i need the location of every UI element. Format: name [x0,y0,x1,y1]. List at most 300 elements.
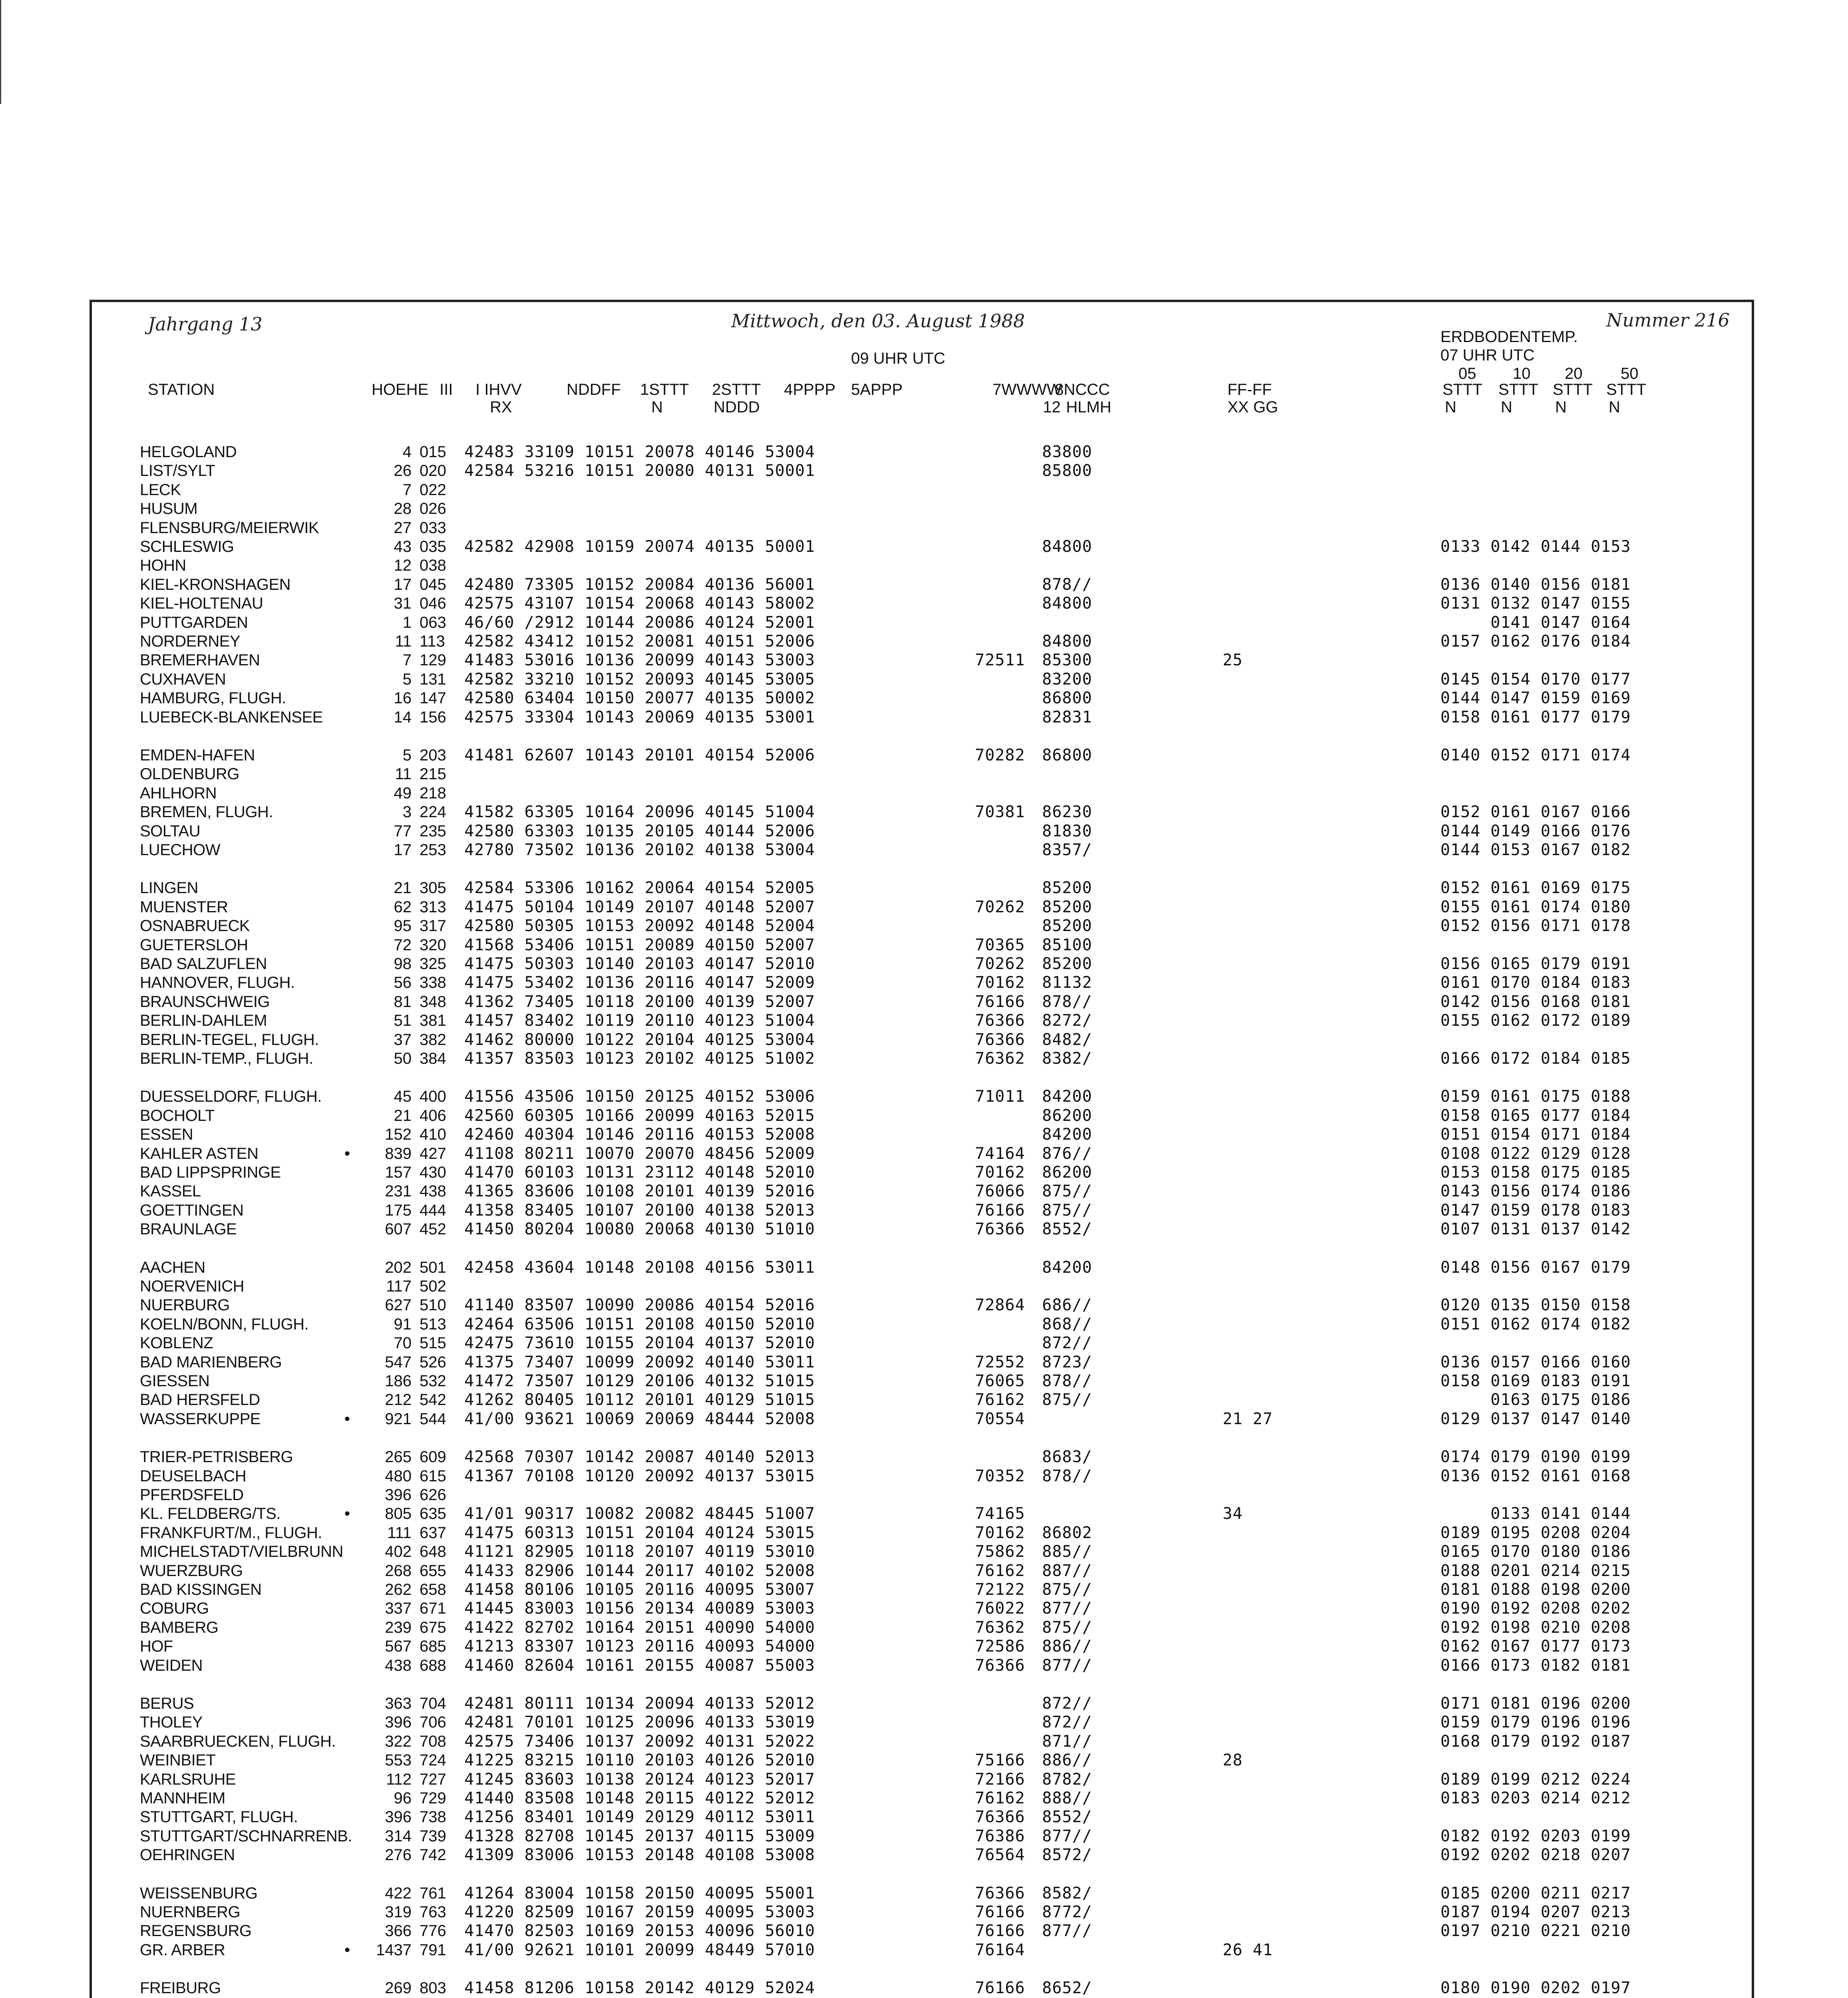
station-obs: 41445 83003 10156 20134 40089 53003 [464,1599,815,1618]
station-iii: 706 [420,1713,446,1731]
station-name: KIEL-KRONSHAGEN [140,576,291,593]
station-row [92,1751,1752,1770]
station-soil: 0157 0162 0176 0184 [1440,632,1631,651]
station-soil: 0189 0199 0212 0224 [1440,1770,1631,1789]
station-hoehe: 14 [394,708,412,726]
station-name: AHLHORN [140,784,217,802]
station-row [92,1694,1752,1713]
station-row [92,1903,1752,1922]
station-ff: 34 [1223,1504,1243,1523]
station-name: GUETERSLOH [140,936,248,954]
station-iii: 317 [420,917,446,935]
station-ncc: 877// [1042,1922,1092,1940]
station-iii: 544 [420,1410,446,1428]
depth-20: 20 [1565,365,1583,382]
station-iii: 675 [420,1619,446,1636]
station-hoehe: 7 [402,481,412,499]
station-name: MANNHEIM [140,1789,225,1807]
station-row [92,1296,1752,1315]
col-7wwww: 7WWWW [993,381,1062,398]
station-iii: 348 [420,993,446,1011]
station-soil: 0166 0173 0182 0181 [1440,1656,1631,1675]
station-ncc: 83200 [1042,670,1092,689]
station-sevw: 74165 [975,1504,1025,1523]
station-soil: 0153 0158 0175 0185 [1440,1163,1631,1182]
station-ncc: 81830 [1042,822,1092,840]
station-row [92,1808,1752,1827]
station-iii: 761 [420,1885,446,1902]
station-name: THOLEY [140,1713,203,1731]
station-iii: 382 [420,1031,446,1049]
station-obs: 41256 83401 10149 20129 40112 53011 [464,1808,815,1826]
station-name: BAMBERG [140,1619,219,1636]
station-hoehe: 239 [385,1619,412,1636]
station-soil: 0133 0142 0144 0153 [1440,537,1631,556]
station-obs: 41460 82604 10161 20155 40087 55003 [464,1656,815,1675]
station-soil: 0190 0192 0208 0202 [1440,1599,1631,1618]
station-hoehe: 231 [385,1182,412,1200]
station-hoehe: 337 [385,1600,412,1617]
station-ff: 26 41 [1223,1941,1273,1959]
station-hoehe: 12 [394,557,412,574]
station-name: WEISSENBURG [140,1885,258,1902]
station-obs: 41475 53402 10136 20116 40147 52009 [464,973,815,992]
station-row [92,1125,1752,1144]
station-row [92,500,1752,518]
station-hoehe: 77 [394,822,412,840]
station-name: EMDEN-HAFEN [140,746,255,764]
station-iii: 776 [420,1922,446,1940]
station-sevw: 74164 [975,1144,1025,1163]
station-row [92,519,1752,537]
station-soil: 0159 0179 0196 0196 [1440,1713,1631,1731]
depth-05: 05 [1458,365,1476,382]
station-iii: 648 [420,1543,446,1560]
station-soil: 0165 0170 0180 0186 [1440,1542,1631,1561]
station-row [92,575,1752,594]
station-ncc: 8782/ [1042,1770,1092,1789]
station-ncc: 878// [1042,1372,1092,1390]
station-hoehe: 62 [394,898,412,916]
station-iii: 026 [420,500,446,517]
station-hoehe: 21 [394,1107,412,1124]
station-ncc: 877// [1042,1827,1092,1845]
station-obs: 42480 73305 10152 20084 40136 56001 [464,575,815,594]
station-row [92,1979,1752,1998]
station-row [92,594,1752,613]
station-ncc: 871// [1042,1732,1092,1751]
station-row [92,784,1752,803]
station-iii: 526 [420,1353,446,1371]
station-obs: 41568 53406 10151 20089 40150 52007 [464,936,815,954]
station-ncc: 86800 [1042,746,1092,764]
station-obs: 41/00 92621 10101 20099 48449 57010 [464,1941,815,1959]
station-obs: 41458 80106 10105 20116 40095 53007 [464,1580,815,1599]
station-ncc: 86200 [1042,1106,1092,1125]
station-hoehe: 402 [385,1543,412,1560]
station-sevw: 72864 [975,1296,1025,1314]
station-row [92,1922,1752,1940]
station-soil: 0152 0156 0171 0178 [1440,917,1631,935]
station-soil: 0145 0154 0170 0177 [1440,670,1631,689]
station-hoehe: 31 [394,595,412,612]
station-ncc: 85200 [1042,879,1092,897]
station-ff: 25 [1223,651,1243,669]
station-iii: 615 [420,1467,446,1485]
station-soil: 0161 0170 0184 0183 [1440,973,1631,992]
station-ncc: 875// [1042,1391,1092,1409]
station-row [92,1087,1752,1106]
station-sevw: 72552 [975,1353,1025,1371]
station-obs: 41475 50104 10149 20107 40148 52007 [464,898,815,916]
station-soil: 0159 0161 0175 0188 [1440,1087,1631,1106]
station-ncc: 886// [1042,1637,1092,1656]
station-iii: 739 [420,1827,446,1845]
station-iii: 763 [420,1903,446,1921]
station-name: HANNOVER, FLUGH. [140,974,295,991]
station-sevw: 76366 [975,1808,1025,1826]
station-obs: 41458 81206 10158 20142 40129 52024 [464,1979,815,1997]
station-obs: 41475 60313 10151 20104 40124 53015 [464,1524,815,1542]
station-name: BREMERHAVEN [140,651,260,669]
station-iii: 688 [420,1657,446,1674]
station-sevw: 76164 [975,1941,1025,1959]
station-sevw: 70262 [975,898,1025,916]
station-obs: 42580 63303 10135 20105 40144 52006 [464,822,815,840]
station-row [92,1884,1752,1903]
station-row [92,462,1752,480]
station-sevw: 76166 [975,1903,1025,1921]
station-row [92,1163,1752,1182]
station-ncc: 8723/ [1042,1353,1092,1371]
station-sevw: 70162 [975,1163,1025,1182]
station-ncc: 887// [1042,1562,1092,1580]
station-name: WEIDEN [140,1657,203,1674]
station-hoehe: 5 [402,746,412,764]
col-ff: FF-FF [1227,381,1272,398]
station-sevw: 75166 [975,1751,1025,1769]
station-soil: 0136 0152 0161 0168 [1440,1467,1631,1485]
station-name: CUXHAVEN [140,671,226,688]
station-obs: 42582 43412 10152 20081 40151 52006 [464,632,815,651]
station-obs: 41450 80204 10080 20068 40130 51010 [464,1220,815,1238]
station-iii: 742 [420,1846,446,1864]
station-name: LINGEN [140,879,198,897]
station-ncc: 872// [1042,1713,1092,1731]
station-row [92,936,1752,955]
station-iii: 235 [420,822,446,840]
station-iii: 113 [420,633,445,650]
station-ncc: 8772/ [1042,1903,1092,1921]
station-iii: 444 [420,1202,446,1219]
station-hoehe: 627 [385,1296,412,1314]
station-obs: 41433 82906 10144 20117 40102 52008 [464,1562,815,1580]
station-row [92,1941,1752,1960]
station-iii: 542 [420,1391,446,1409]
station-name: SAARBRUECKEN, FLUGH. [140,1733,336,1750]
station-row [92,1353,1752,1372]
station-ncc: 8552/ [1042,1808,1092,1826]
depth-05-n: N [1445,398,1456,416]
station-iii: 410 [420,1126,446,1143]
station-ncc: 86802 [1042,1524,1092,1542]
station-obs: 42458 43604 10148 20108 40156 53011 [464,1258,815,1277]
station-ncc: 86230 [1042,803,1092,821]
station-obs: 41/01 90317 10082 20082 48445 51007 [464,1504,815,1523]
station-ncc: 875// [1042,1182,1092,1200]
station-ncc: 85300 [1042,651,1092,669]
station-obs: 41470 82503 10169 20153 40096 56010 [464,1922,815,1940]
station-ncc: 8582/ [1042,1884,1092,1902]
station-iii: 609 [420,1448,446,1466]
station-ncc: 84200 [1042,1258,1092,1277]
station-sevw: 70365 [975,936,1025,954]
station-row [92,1182,1752,1201]
station-ncc: 85200 [1042,955,1092,973]
station-name: HELGOLAND [140,443,237,461]
station-hoehe: 265 [385,1448,412,1466]
depth-50-n: N [1609,398,1620,416]
station-row [92,1524,1752,1542]
station-iii: 015 [420,443,446,461]
station-soil: 0108 0122 0129 0128 [1440,1144,1631,1163]
station-sevw: 70262 [975,955,1025,973]
station-name: BERLIN-DAHLEM [140,1012,267,1029]
soil-temp-title: ERDBODENTEMP. [1440,328,1578,346]
station-iii: 515 [420,1334,446,1352]
station-obs: 41556 43506 10150 20125 40152 53006 [464,1087,815,1106]
station-row [92,1334,1752,1353]
station-ncc: 686// [1042,1296,1092,1314]
station-row [92,481,1752,500]
station-ncc: 877// [1042,1599,1092,1618]
station-hoehe: 186 [385,1372,412,1390]
station-soil: 0148 0156 0167 0179 [1440,1258,1631,1277]
station-sevw: 70381 [975,803,1025,821]
station-sevw: 76166 [975,993,1025,1011]
station-obs: 41457 83402 10119 20110 40123 51004 [464,1011,815,1030]
station-soil: 0136 0157 0166 0160 [1440,1353,1631,1371]
station-hoehe: 202 [385,1259,412,1276]
station-iii: 253 [420,841,446,859]
station-soil: 0141 0147 0164 [1440,613,1631,632]
station-name: WUERZBURG [140,1562,243,1580]
station-row [92,898,1752,917]
station-iii: 325 [420,955,446,973]
station-ncc: 8382/ [1042,1049,1092,1068]
station-hoehe: 45 [394,1088,412,1105]
station-ncc: 875// [1042,1580,1092,1599]
station-ncc: 85200 [1042,898,1092,916]
station-hoehe: 268 [385,1562,412,1580]
station-hoehe: 438 [385,1657,412,1674]
station-ncc: 878// [1042,1467,1092,1485]
station-iii: 215 [420,765,446,783]
station-name: BAD KISSINGEN [140,1581,262,1598]
station-name: KOBLENZ [140,1334,213,1352]
station-hoehe: 1437 [376,1941,412,1959]
station-row [92,1542,1752,1561]
col-ihvv: I IHVV [475,381,522,398]
station-row [92,1106,1752,1125]
station-iii: 147 [420,689,446,707]
station-name: LECK [140,481,181,499]
station-row [92,443,1752,462]
station-row [92,708,1752,727]
station-ncc: 8652/ [1042,1979,1092,1997]
station-iii: 510 [420,1296,446,1314]
station-name: OLDENBURG [140,765,239,783]
station-name: KARLSRUHE [140,1771,236,1788]
station-hoehe: 28 [394,500,412,517]
station-ncc: 83800 [1042,443,1092,461]
station-name: GIESSEN [140,1372,210,1390]
col-2sttt: 2STTT [712,381,761,398]
station-hoehe: 3 [402,803,412,821]
station-hoehe: 396 [385,1486,412,1504]
station-row [92,993,1752,1011]
station-name: BRAUNLAGE [140,1220,237,1238]
station-sevw: 76362 [975,1618,1025,1637]
jahrgang-label: Jahrgang 13 [148,313,263,335]
station-obs: 41462 80000 10122 20104 40125 53004 [464,1031,815,1049]
station-sevw: 70282 [975,746,1025,764]
station-hoehe: 37 [394,1031,412,1049]
station-ncc: 8683/ [1042,1448,1092,1466]
station-iii: 384 [420,1050,446,1067]
station-iii: 708 [420,1733,446,1750]
station-sevw: 70162 [975,1524,1025,1542]
station-name: BREMEN, FLUGH. [140,803,273,821]
station-soil: 0189 0195 0208 0204 [1440,1524,1631,1542]
station-ncc: 84200 [1042,1125,1092,1144]
station-sevw: 72586 [975,1637,1025,1656]
station-soil: 0180 0190 0202 0197 [1440,1979,1631,1997]
station-soil: 0197 0210 0221 0210 [1440,1922,1631,1940]
station-iii: 038 [420,557,446,574]
station-hoehe: 27 [394,519,412,537]
obs-time: 09 UHR UTC [851,350,945,367]
station-sevw: 76366 [975,1884,1025,1902]
station-soil: 0107 0131 0137 0142 [1440,1220,1631,1238]
station-hoehe: 117 [386,1278,412,1295]
station-name: HOHN [140,557,186,574]
station-obs: 41358 83405 10107 20100 40138 52013 [464,1201,815,1220]
station-name: NUERBURG [140,1296,230,1314]
station-sevw: 72511 [975,651,1025,669]
station-row [92,632,1752,651]
station-soil: 0142 0156 0168 0181 [1440,993,1631,1011]
station-soil: 0174 0179 0190 0199 [1440,1448,1631,1466]
station-obs: 42582 42908 10159 20074 40135 50001 [464,537,815,556]
station-star: • [344,1941,350,1959]
station-row [92,879,1752,898]
station-ncc: 85100 [1042,936,1092,954]
station-soil: 0192 0202 0218 0207 [1440,1846,1631,1864]
station-row [92,1315,1752,1334]
station-iii: 203 [420,746,446,764]
depth-10: 10 [1513,365,1531,382]
station-hoehe: 4 [402,443,412,461]
station-row [92,1486,1752,1504]
station-row [92,1846,1752,1865]
station-row [92,917,1752,935]
station-hoehe: 805 [385,1505,412,1522]
station-iii: 803 [420,1979,446,1997]
station-soil: 0155 0162 0172 0189 [1440,1011,1631,1030]
col-7wwww-sub: 12 [1043,398,1061,416]
nummer-label: Nummer 216 [1606,309,1730,331]
station-hoehe: 547 [385,1353,412,1371]
station-iii: 685 [420,1638,446,1655]
station-soil: 0163 0175 0186 [1440,1391,1631,1409]
station-hoehe: 212 [385,1391,412,1409]
station-soil: 0152 0161 0167 0166 [1440,803,1631,821]
station-obs: 41483 53016 10136 20099 40143 53003 [464,651,815,669]
station-hoehe: 157 [385,1164,412,1181]
station-hoehe: 91 [394,1315,412,1333]
station-hoehe: 16 [394,689,412,707]
station-obs: 41262 80405 10112 20101 40129 51015 [464,1391,815,1409]
station-name: OEHRINGEN [140,1846,235,1864]
station-name: GOETTINGEN [140,1202,244,1219]
station-iii: 655 [420,1562,446,1580]
station-sevw: 76366 [975,1031,1025,1049]
station-name: LUECHOW [140,841,220,859]
station-hoehe: 396 [385,1713,412,1731]
station-sevw: 76162 [975,1562,1025,1580]
station-row [92,1011,1752,1030]
station-obs: 42575 43107 10154 20068 40143 58002 [464,594,815,613]
station-hoehe: 56 [394,974,412,991]
station-hoehe: 921 [385,1410,412,1428]
station-iii: 129 [420,651,446,669]
station-iii: 637 [420,1524,446,1542]
station-name: BOCHOLT [140,1107,215,1124]
depth-05-sttt: STTT [1442,381,1482,398]
station-name: HAMBURG, FLUGH. [140,689,286,707]
soil-temp-time: 07 UHR UTC [1440,346,1535,364]
station-sevw: 76386 [975,1827,1025,1845]
station-ncc: 85800 [1042,462,1092,480]
station-ncc: 872// [1042,1694,1092,1713]
station-name: BERLIN-TEMP., FLUGH. [140,1050,313,1067]
station-obs: 42582 33210 10152 20093 40145 53005 [464,670,815,689]
station-iii: 033 [420,519,446,537]
station-ncc: 85200 [1042,917,1092,935]
station-row [92,1580,1752,1599]
station-row [92,1789,1752,1808]
station-name: LUEBECK-BLANKENSEE [140,708,323,726]
station-soil: 0162 0167 0177 0173 [1440,1637,1631,1656]
col-1sttt-sub: N [651,398,663,416]
station-name: AACHEN [140,1259,205,1276]
station-obs: 42575 33304 10143 20069 40135 53001 [464,708,815,726]
station-ncc: 868// [1042,1315,1092,1333]
station-hoehe: 262 [385,1581,412,1598]
station-obs: 41213 83307 10123 20116 40093 54000 [464,1637,815,1656]
station-row [92,651,1752,670]
station-soil: 0143 0156 0174 0186 [1440,1182,1631,1200]
station-ncc: 84800 [1042,594,1092,613]
station-star: • [344,1145,350,1162]
station-row [92,556,1752,575]
station-row [92,1637,1752,1656]
station-row [92,1599,1752,1618]
station-hoehe: 17 [394,576,412,593]
station-soil: 0158 0169 0183 0191 [1440,1372,1631,1390]
station-name: BERLIN-TEGEL, FLUGH. [140,1031,319,1049]
